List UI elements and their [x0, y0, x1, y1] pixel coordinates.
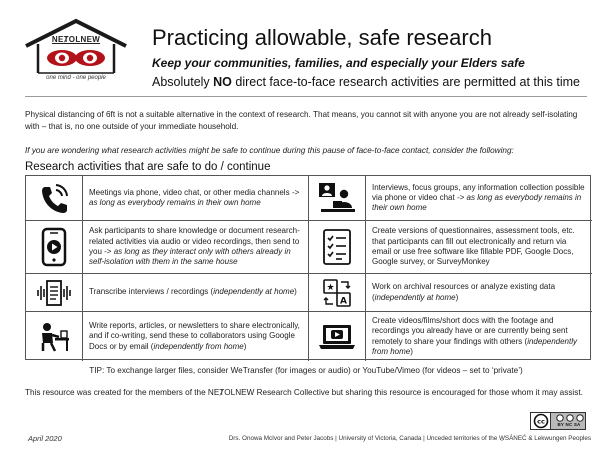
activity-text-cell: [366, 176, 592, 221]
creative-commons-icon: [531, 413, 551, 429]
cc-license-badge[interactable]: [530, 412, 586, 430]
phone-call-icon: [37, 181, 71, 215]
file-exchange-tip: TIP: To exchange larger files, consider WeTransfer (for images or audio) or YouTube/Vimeo (for videos – set to ‘private’): [89, 366, 523, 375]
neqolnew-logo: [20, 18, 132, 90]
logo-tagline: one mind - one people: [46, 75, 106, 81]
page-title: Practicing allowable, safe research: [152, 25, 492, 50]
activity-text-cell: [366, 312, 592, 361]
activity-text: Interviews, focus groups, any information collection possible via phone or video chat: [372, 182, 585, 202]
svg-text:A: A: [340, 296, 347, 306]
person-at-desk-icon: [37, 321, 71, 353]
questionnaire-icon: [322, 228, 352, 266]
activity-icon-cell: [309, 274, 366, 312]
activity-text-cell: [83, 312, 309, 361]
activity-text: Work on archival resources or analyze existing data (: [372, 282, 556, 302]
notice-text-before: Absolutely: [152, 75, 214, 89]
activity-icon-cell: [26, 312, 83, 361]
activity-text-cell: [83, 176, 309, 221]
publication-date: April 2020: [28, 434, 62, 443]
restriction-notice: [152, 75, 580, 89]
activity-text-cell: [366, 274, 592, 312]
activity-text-after: ): [455, 292, 459, 302]
activity-icon-cell: [26, 274, 83, 312]
activity-icon-cell: [26, 221, 83, 274]
laptop-video-icon: [317, 323, 357, 351]
activities-table: [25, 175, 591, 360]
activity-icon-cell: [309, 176, 366, 221]
audio-transcribe-icon: [36, 279, 72, 307]
activity-italic: as long as they interact only with others already in self-isolation with them in the same house: [89, 247, 291, 267]
cc-logo: [531, 413, 551, 429]
activity-text: Create versions of questionnaires, assessment tools, etc. that participants can fill out electronically and return via email or use free software like fillable PDF, Google Docs, Google survey, or SurveyMonkey: [372, 226, 575, 267]
activity-italic: independently at home: [213, 287, 295, 297]
activity-text-after: ): [243, 341, 247, 351]
activity-text: Create videos/films/short docs with the footage and recordings you already have or are currently being sent remotely to share your findings with others (: [372, 315, 568, 346]
cc-logo-text: cc: [537, 417, 545, 426]
license-terms-text: BY NC SA: [557, 422, 581, 427]
activity-italic: -> as long as everybody remains in their own home: [89, 187, 300, 207]
activity-italic: independently at home: [374, 292, 456, 302]
activity-text: Transcribe interviews / recordings (: [89, 287, 214, 297]
interview-icon: [317, 181, 357, 215]
activity-text: Write reports, articles, or newsletters to share electronically, and if co-writing, send these to collaborators using Google Docs or by email (: [89, 321, 300, 351]
activity-italic: independently from home: [153, 341, 244, 351]
notice-emphasis: NO: [213, 75, 232, 89]
activity-icon-cell: [309, 312, 366, 361]
archive-translate-icon: [322, 278, 352, 308]
activity-text-cell: [83, 221, 309, 274]
activity-icon-cell: [26, 176, 83, 221]
svg-text:★: ★: [326, 282, 335, 293]
notice-text-after: direct face-to-face research activities are permitted at this time: [231, 75, 580, 89]
header-divider: [25, 96, 587, 97]
resource-note: This resource was created for the members of the NEȾOLNEW Research Collective but sharing this resource is encouraged for those whom it may assist.: [25, 388, 583, 397]
section-title: Research activities that are safe to do / continue: [25, 161, 271, 173]
activity-icon-cell: [309, 221, 366, 274]
activity-text-cell: [83, 274, 309, 312]
activity-italic: -> as long as everybody remains in their own home: [372, 192, 582, 213]
license-terms-icons: [555, 414, 585, 422]
activity-text-after: ): [410, 346, 413, 356]
logo-name: NEȾOLNEW: [51, 35, 101, 44]
activity-text: Meetings via phone, video chat, or other media channels: [89, 187, 290, 197]
intro-paragraph-distancing: Physical distancing of 6ft is not a suitable alternative in the context of research. That means, you cannot sit with anyone you are not already self-isolating with – that is, no one outside of your immediate household.: [25, 110, 578, 131]
intro-paragraph-question: If you are wondering what research activities might be safe to continue during this pause of face-to-face contact, consider the following:: [25, 146, 514, 155]
activity-text-cell: [366, 221, 592, 274]
activity-text: Ask participants to share knowledge or document research-related activities via audio or video recordings, then send to you ->: [89, 226, 300, 256]
page-subtitle: Keep your communities, families, and especially your Elders safe: [152, 56, 525, 70]
activity-text-after: ): [294, 287, 297, 297]
author-credits: Drs. Onowa McIvor and Peter Jacobs | University of Victoria, Canada | Unceded territories of the W̱SÁNEĆ & Lekwungen Peoples: [228, 435, 591, 442]
activity-italic: independently from home: [372, 336, 578, 356]
smartphone-video-icon: [41, 227, 67, 267]
